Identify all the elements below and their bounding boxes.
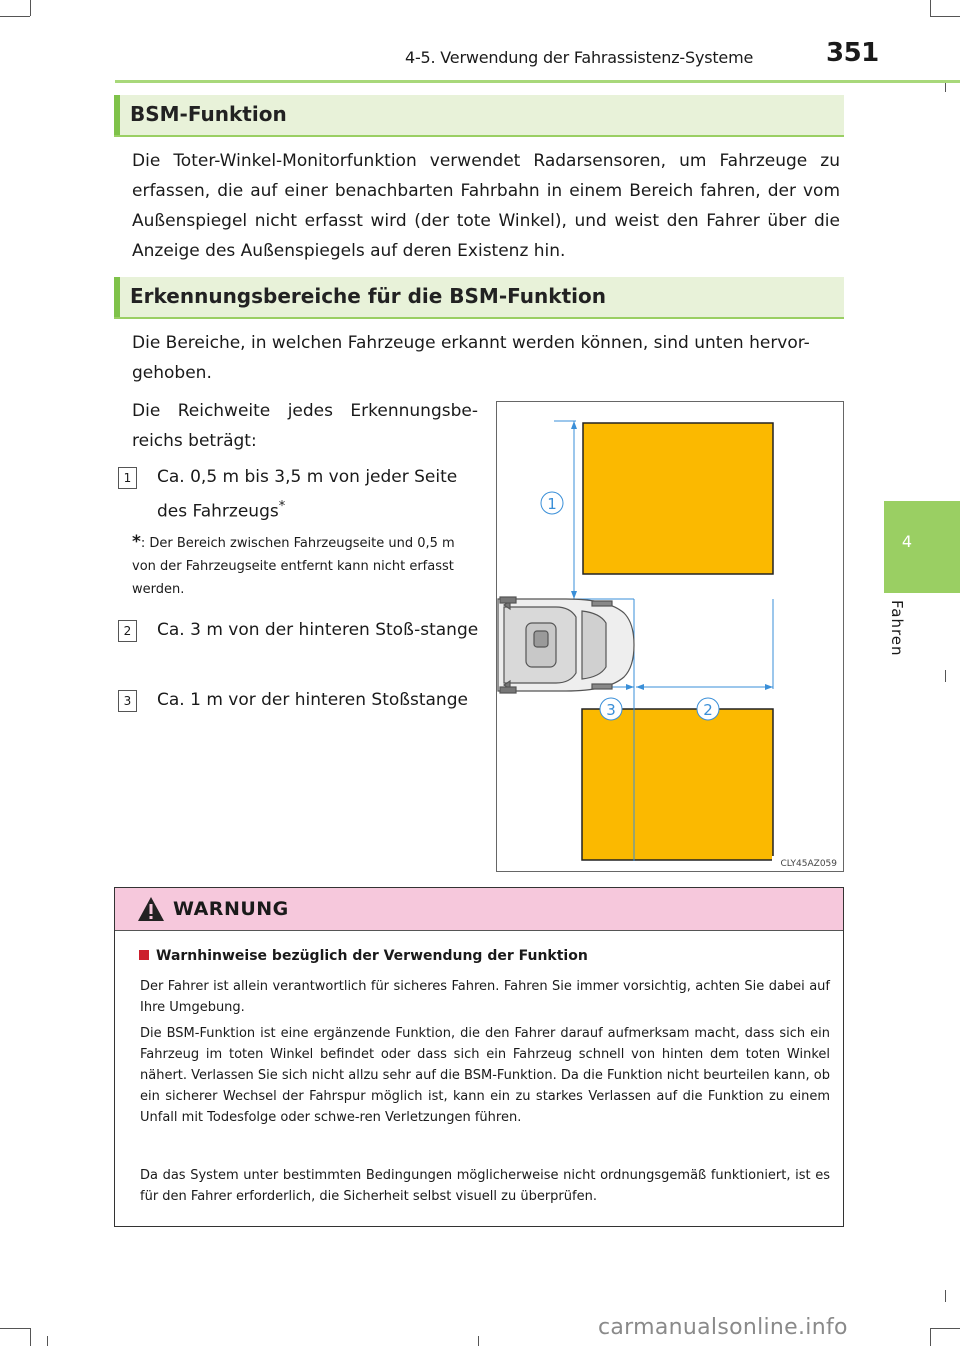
footnote-marker: * xyxy=(278,499,286,514)
crop-mark xyxy=(945,670,946,682)
detection-zone-side xyxy=(583,423,773,574)
crop-mark xyxy=(930,1328,931,1346)
section-title: Erkennungsbereiche für die BSM-Funktion xyxy=(130,284,606,308)
warning-header xyxy=(115,888,843,931)
crop-mark xyxy=(0,1328,30,1329)
chapter-number: 4 xyxy=(901,532,913,551)
item-number-badge: 1 xyxy=(118,467,137,489)
crop-mark xyxy=(930,1328,960,1329)
section-heading-bsm xyxy=(114,95,844,137)
running-header-section: 4-5. Verwendung der Fahrassistenz-Systeme xyxy=(405,48,754,67)
range-intro: Die Reichweite jedes Erkennungsbe-reichs beträgt: xyxy=(132,401,478,451)
callout-label-2: 2 xyxy=(703,701,713,719)
page-number: 351 xyxy=(826,38,879,68)
watermark: carmanualsonline.info xyxy=(598,1315,848,1340)
section-title: BSM-Funktion xyxy=(130,102,287,126)
warning-title xyxy=(139,948,588,964)
crop-mark xyxy=(30,1328,31,1346)
section-heading-detection-areas xyxy=(114,277,844,319)
footnote xyxy=(132,531,478,601)
section-intro: Die Bereiche, in welchen Fahrzeuge erkannt werden können, sind unten hervor-gehoben. xyxy=(132,333,810,383)
warning-paragraph: Der Fahrer ist allein verantwortlich für sicheres Fahren. Fahren Sie immer vorsichtig, achten Sie dabei auf Ihre Umgebung. xyxy=(140,979,830,1015)
callout-label-3: 3 xyxy=(606,701,616,719)
list-item: Ca. 1 m vor der hinteren Stoßstange xyxy=(157,690,468,710)
footnote-text: : Der Bereich zwischen Fahrzeugseite und 0,5 m von der Fahrzeugseite entfernt kann nicht erfasst werden. xyxy=(132,536,455,597)
warning-label: WARNUNG xyxy=(173,898,289,920)
crop-mark xyxy=(930,16,960,17)
crop-mark xyxy=(0,16,30,17)
warning-title-text: Warnhinweise bezüglich der Verwendung der Funktion xyxy=(156,948,588,964)
detection-area-figure xyxy=(496,401,844,872)
detection-zone-rear xyxy=(582,709,773,860)
crop-mark xyxy=(945,1290,946,1302)
crop-mark xyxy=(47,1336,48,1346)
vehicle-icon xyxy=(498,597,634,693)
warning-triangle-icon xyxy=(137,896,165,922)
list-item-text: Ca. 0,5 m bis 3,5 m von jeder Seite des Fahrzeugs xyxy=(157,467,458,522)
figure-code: CLY45AZ059 xyxy=(780,859,837,869)
detection-area-diagram xyxy=(496,401,844,872)
header-rule xyxy=(115,80,960,83)
square-bullet-icon xyxy=(139,950,149,960)
warning-paragraph: Die BSM-Funktion ist eine ergänzende Funktion, die den Fahrer darauf aufmerksam macht, dass sich ein Fahrzeug im toten Winkel befindet oder dass sich ein Fahrzeug schnell von hinten dem toten Winkel nähert. Verlassen Sie sich nicht allzu sehr auf die BSM-Funktion. Da die Funktion nicht beurteilen kann, ob ein sicherer Wechsel der Fahrspur möglich ist, kann ein zu starkes Verlassen auf die Funktion zu einem Unfall mit Todesfolge oder schwe-ren Verletzungen führen. xyxy=(140,1026,830,1125)
crop-mark xyxy=(930,0,931,16)
footnote-mark: * xyxy=(132,532,141,552)
warning-box xyxy=(114,887,844,1227)
list-item: Ca. 3 m von der hinteren Stoß-stange xyxy=(157,620,479,640)
crop-mark xyxy=(478,1336,479,1346)
section-body: Die Toter-Winkel-Monitorfunktion verwendet Radarsensoren, um Fahrzeuge zu erfassen, die auf einer benachbarten Fahrbahn in einem Bereich fahren, der vom Außenspiegel nicht erfasst wird (der tote Winkel), und weist den Fahrer über die Anzeige des Außenspiegels auf deren Existenz hin. xyxy=(132,151,840,261)
crop-mark xyxy=(30,0,31,16)
list-item xyxy=(157,462,479,527)
warning-paragraph: Da das System unter bestimmten Bedingungen möglicherweise nicht ordnungsgemäß funktioniert, ist es für den Fahrer erforderlich, die Sicherheit selbst visuell zu überprüfen. xyxy=(140,1168,830,1204)
callout-label-1: 1 xyxy=(547,495,557,513)
item-number-badge: 3 xyxy=(118,690,137,712)
item-number-badge: 2 xyxy=(118,620,137,642)
chapter-label: Fahren xyxy=(888,600,906,657)
